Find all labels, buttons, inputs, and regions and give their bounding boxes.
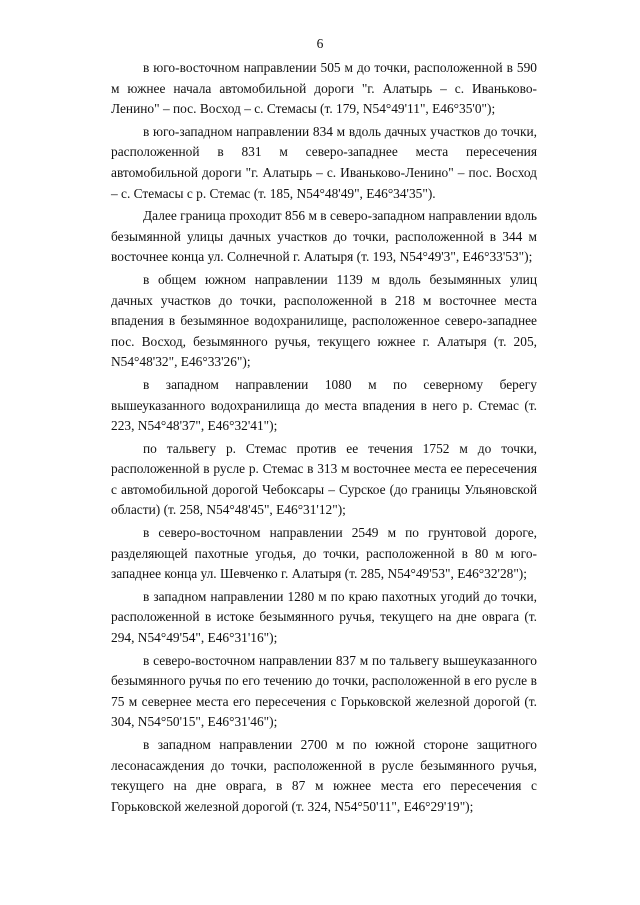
page-number: 6 xyxy=(316,36,324,51)
paragraph-2: в юго-западном направлении 834 м вдоль дачных участков до точки, расположенной в 831 м северо-западнее места пересечения автомобильной дороги "г. Алатырь – с. Иваньково-Ленино" – пос. Восход – с. Стемасы с р. Стемас (т. 185, N54°48'49", E46°34'35"). xyxy=(111,123,537,201)
paragraph-7: в северо-восточном направлении 2549 м по грунтовой дороге, разделяющей пахотные угодья, до точки, расположенной в 80 м юго-западнее конца ул. Шевченко г. Алатыря (т. 285, N54°49'53", E46°32'28"); xyxy=(111,525,537,582)
paragraph-10: в западном направлении 2700 м по южной стороне защитного лесонасаждения до точки, расположенной в русле безымянного ручья, текущего на дне оврага, в 87 м южнее места его пересечения с Горьковской железной дорогой (т. 324, N54°50'11", E46°29'19"); xyxy=(111,737,537,814)
paragraph-9: в северо-восточном направлении 837 м по тальвегу вышеуказанного безымянного ручья по его течению до точки, расположенной в его русле в 75 м севернее места его пересечения с Горьковской железной дорогой (т. 304, N54°50'15", E46°31'46"); xyxy=(111,652,537,730)
paragraph-4: в общем южном направлении 1139 м вдоль безымянных улиц дачных участков до точки, расположенной в 218 м восточнее места впадения в безымянное водохранилище, расположенное северо-западнее пос. Восход, безымянного ручья, текущего южнее г. Алатыря (т. 205, N54°48'32", E46°33'26"); xyxy=(111,271,537,370)
paragraph-8: в западном направлении 1280 м по краю пахотных угодий до точки, расположенной в истоке безымянного ручья, текущего на дне оврага (т. 294, N54°49'54", E46°31'16"); xyxy=(111,588,537,646)
paragraph-6: по тальвегу р. Стемас против ее течения 1752 м до точки, расположенной в русле р. Стемас в 313 м восточнее места ее пересечения с автомобильной дорогой Чебоксары – Сурское (до границы Ульяновской области) (т. 258, N54°48'45", E46°31'12"); xyxy=(111,440,537,518)
paragraph-3: Далее граница проходит 856 м в северо-западном направлении вдоль безымянной улицы дачных участков до точки, расположенной в 344 м восточнее конца ул. Солнечной г. Алатыря (т. 193, N54°49'3", E46°33'53"); xyxy=(111,208,537,265)
paragraph-1: в юго-восточном направлении 505 м до точки, расположенной в 590 м южнее начала автомобильной дороги "г. Алатырь – с. Иваньково-Ленино" – пос. Восход – с. Стемасы (т. 179, N54°49'11", E46°35'0"); xyxy=(111,60,537,117)
document-body xyxy=(111,58,537,819)
paragraph-5: в западном направлении 1080 м по северному берегу вышеуказанного водохранилища до места впадения в него р. Стемас (т. 223, N54°48'37", E46°32'41"); xyxy=(111,376,537,434)
